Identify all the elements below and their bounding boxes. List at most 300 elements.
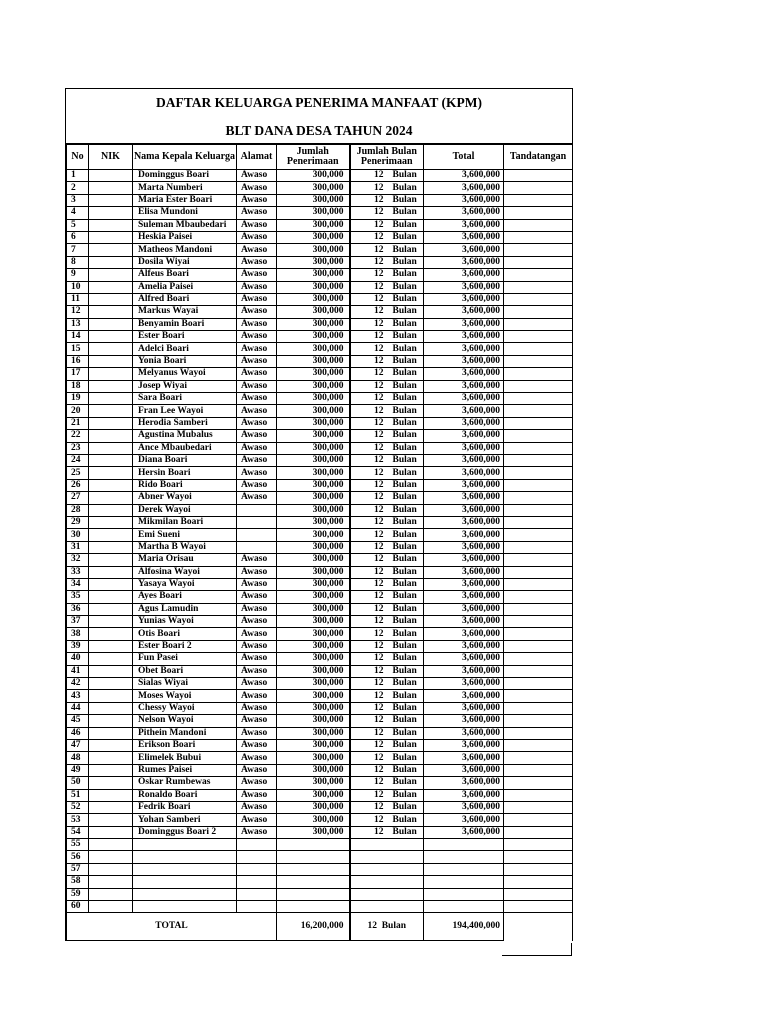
row-no: 35 bbox=[67, 591, 89, 603]
row-no: 37 bbox=[67, 616, 89, 628]
row-satuan bbox=[387, 876, 424, 888]
row-no: 15 bbox=[67, 343, 89, 355]
table-row bbox=[67, 715, 573, 727]
row-no: 49 bbox=[67, 764, 89, 776]
row-no: 45 bbox=[67, 715, 89, 727]
col-header-nik: NIK bbox=[89, 145, 133, 170]
row-jumlah: 300,000 bbox=[277, 343, 350, 355]
row-tandatangan bbox=[504, 888, 573, 900]
row-jumlah: 300,000 bbox=[277, 516, 350, 528]
total-bulan-num: 12 bbox=[367, 921, 377, 932]
row-alamat: Awaso bbox=[237, 430, 277, 442]
row-alamat: Awaso bbox=[237, 170, 277, 182]
row-no: 38 bbox=[67, 628, 89, 640]
row-no: 22 bbox=[67, 430, 89, 442]
row-no: 33 bbox=[67, 566, 89, 578]
table-row bbox=[67, 863, 573, 875]
row-jumlah: 300,000 bbox=[277, 690, 350, 702]
table-row bbox=[67, 739, 573, 751]
row-satuan: Bulan bbox=[387, 603, 424, 615]
row-bulan: 12 bbox=[350, 715, 387, 727]
row-total: 3,600,000 bbox=[424, 591, 504, 603]
row-nama: Melyanus Wayoi bbox=[133, 368, 237, 380]
row-bulan: 12 bbox=[350, 219, 387, 231]
row-nik bbox=[89, 529, 133, 541]
row-jumlah: 300,000 bbox=[277, 467, 350, 479]
table-row bbox=[67, 516, 573, 528]
row-alamat: Awaso bbox=[237, 616, 277, 628]
row-nama: Moses Wayoi bbox=[133, 690, 237, 702]
row-satuan bbox=[387, 851, 424, 863]
row-jumlah: 300,000 bbox=[277, 306, 350, 318]
table-row bbox=[67, 231, 573, 243]
row-bulan: 12 bbox=[350, 504, 387, 516]
table-row bbox=[67, 281, 573, 293]
row-alamat: Awaso bbox=[237, 492, 277, 504]
row-no: 20 bbox=[67, 405, 89, 417]
row-nik bbox=[89, 653, 133, 665]
row-nik bbox=[89, 318, 133, 330]
row-bulan: 12 bbox=[350, 640, 387, 652]
row-satuan: Bulan bbox=[387, 541, 424, 553]
row-alamat: Awaso bbox=[237, 454, 277, 466]
row-no: 28 bbox=[67, 504, 89, 516]
row-alamat bbox=[237, 839, 277, 851]
row-satuan: Bulan bbox=[387, 690, 424, 702]
row-nik bbox=[89, 405, 133, 417]
row-tandatangan bbox=[504, 690, 573, 702]
row-no: 4 bbox=[67, 207, 89, 219]
col-header-total: Total bbox=[424, 145, 504, 170]
table-row bbox=[67, 170, 573, 182]
row-nik bbox=[89, 368, 133, 380]
row-total: 3,600,000 bbox=[424, 430, 504, 442]
row-alamat bbox=[237, 529, 277, 541]
table-row bbox=[67, 690, 573, 702]
table-row bbox=[67, 851, 573, 863]
row-no: 47 bbox=[67, 739, 89, 751]
row-jumlah: 300,000 bbox=[277, 318, 350, 330]
row-tandatangan bbox=[504, 219, 573, 231]
row-jumlah: 300,000 bbox=[277, 715, 350, 727]
table-row bbox=[67, 764, 573, 776]
row-jumlah: 300,000 bbox=[277, 479, 350, 491]
row-no: 43 bbox=[67, 690, 89, 702]
row-no: 56 bbox=[67, 851, 89, 863]
row-nik bbox=[89, 764, 133, 776]
row-jumlah: 300,000 bbox=[277, 393, 350, 405]
table-row bbox=[67, 393, 573, 405]
row-bulan: 12 bbox=[350, 678, 387, 690]
row-jumlah: 300,000 bbox=[277, 219, 350, 231]
row-nama: Nelson Wayoi bbox=[133, 715, 237, 727]
row-jumlah: 300,000 bbox=[277, 777, 350, 789]
row-alamat: Awaso bbox=[237, 764, 277, 776]
row-satuan: Bulan bbox=[387, 702, 424, 714]
row-total: 3,600,000 bbox=[424, 231, 504, 243]
row-total: 3,600,000 bbox=[424, 318, 504, 330]
row-satuan: Bulan bbox=[387, 591, 424, 603]
row-jumlah bbox=[277, 863, 350, 875]
row-nik bbox=[89, 752, 133, 764]
row-jumlah: 300,000 bbox=[277, 616, 350, 628]
row-bulan: 12 bbox=[350, 417, 387, 429]
row-nik bbox=[89, 269, 133, 281]
row-total: 3,600,000 bbox=[424, 331, 504, 343]
row-jumlah: 300,000 bbox=[277, 454, 350, 466]
row-bulan: 12 bbox=[350, 380, 387, 392]
row-satuan: Bulan bbox=[387, 281, 424, 293]
document-title: DAFTAR KELUARGA PENERIMA MANFAAT (KPM) bbox=[156, 95, 482, 110]
total-jumlah: 16,200,000 bbox=[277, 913, 350, 941]
row-nama: Erikson Boari bbox=[133, 739, 237, 751]
row-satuan: Bulan bbox=[387, 269, 424, 281]
row-nama: Ronaldo Boari bbox=[133, 789, 237, 801]
row-total: 3,600,000 bbox=[424, 467, 504, 479]
row-jumlah bbox=[277, 888, 350, 900]
row-nik bbox=[89, 777, 133, 789]
total-bulan bbox=[350, 913, 424, 941]
row-jumlah: 300,000 bbox=[277, 678, 350, 690]
row-nik bbox=[89, 393, 133, 405]
row-no: 24 bbox=[67, 454, 89, 466]
row-total: 3,600,000 bbox=[424, 826, 504, 838]
row-tandatangan bbox=[504, 306, 573, 318]
row-satuan: Bulan bbox=[387, 578, 424, 590]
table-row bbox=[67, 801, 573, 813]
row-nik bbox=[89, 256, 133, 268]
row-alamat: Awaso bbox=[237, 331, 277, 343]
row-jumlah: 300,000 bbox=[277, 814, 350, 826]
row-tandatangan bbox=[504, 256, 573, 268]
row-alamat bbox=[237, 504, 277, 516]
row-no: 57 bbox=[67, 863, 89, 875]
row-no: 17 bbox=[67, 368, 89, 380]
table-row bbox=[67, 492, 573, 504]
row-nik bbox=[89, 219, 133, 231]
row-jumlah: 300,000 bbox=[277, 591, 350, 603]
row-no: 23 bbox=[67, 442, 89, 454]
row-no: 51 bbox=[67, 789, 89, 801]
row-nik bbox=[89, 417, 133, 429]
row-alamat: Awaso bbox=[237, 665, 277, 677]
row-bulan: 12 bbox=[350, 293, 387, 305]
row-no: 27 bbox=[67, 492, 89, 504]
row-no: 52 bbox=[67, 801, 89, 813]
row-satuan: Bulan bbox=[387, 256, 424, 268]
row-alamat: Awaso bbox=[237, 826, 277, 838]
row-no: 48 bbox=[67, 752, 89, 764]
row-bulan: 12 bbox=[350, 306, 387, 318]
row-total: 3,600,000 bbox=[424, 343, 504, 355]
row-bulan: 12 bbox=[350, 269, 387, 281]
row-alamat: Awaso bbox=[237, 777, 277, 789]
row-total: 3,600,000 bbox=[424, 405, 504, 417]
row-total: 3,600,000 bbox=[424, 368, 504, 380]
row-tandatangan bbox=[504, 281, 573, 293]
row-alamat: Awaso bbox=[237, 801, 277, 813]
row-total bbox=[424, 839, 504, 851]
row-alamat: Awaso bbox=[237, 752, 277, 764]
row-satuan: Bulan bbox=[387, 442, 424, 454]
row-bulan: 12 bbox=[350, 207, 387, 219]
row-total: 3,600,000 bbox=[424, 194, 504, 206]
row-alamat: Awaso bbox=[237, 591, 277, 603]
row-jumlah: 300,000 bbox=[277, 194, 350, 206]
row-no: 3 bbox=[67, 194, 89, 206]
row-satuan bbox=[387, 901, 424, 913]
row-bulan: 12 bbox=[350, 405, 387, 417]
row-nama: Sialas Wiyai bbox=[133, 678, 237, 690]
row-jumlah: 300,000 bbox=[277, 640, 350, 652]
signature-trailing-cell bbox=[502, 943, 572, 956]
row-tandatangan bbox=[504, 541, 573, 553]
row-bulan: 12 bbox=[350, 690, 387, 702]
row-nama: Yasaya Wayoi bbox=[133, 578, 237, 590]
table-row bbox=[67, 578, 573, 590]
row-jumlah bbox=[277, 876, 350, 888]
row-tandatangan bbox=[504, 492, 573, 504]
row-jumlah: 300,000 bbox=[277, 752, 350, 764]
row-nama: Benyamin Boari bbox=[133, 318, 237, 330]
row-total: 3,600,000 bbox=[424, 814, 504, 826]
table-row bbox=[67, 901, 573, 913]
row-alamat bbox=[237, 901, 277, 913]
row-satuan: Bulan bbox=[387, 640, 424, 652]
row-satuan: Bulan bbox=[387, 293, 424, 305]
row-bulan bbox=[350, 901, 387, 913]
row-bulan: 12 bbox=[350, 616, 387, 628]
row-alamat: Awaso bbox=[237, 417, 277, 429]
row-nama: Otis Boari bbox=[133, 628, 237, 640]
row-nama: Obet Boari bbox=[133, 665, 237, 677]
row-no: 41 bbox=[67, 665, 89, 677]
row-bulan: 12 bbox=[350, 739, 387, 751]
row-nik bbox=[89, 591, 133, 603]
row-tandatangan bbox=[504, 901, 573, 913]
row-alamat: Awaso bbox=[237, 393, 277, 405]
row-satuan: Bulan bbox=[387, 430, 424, 442]
row-bulan: 12 bbox=[350, 393, 387, 405]
row-alamat: Awaso bbox=[237, 739, 277, 751]
row-tandatangan bbox=[504, 170, 573, 182]
row-bulan: 12 bbox=[350, 194, 387, 206]
row-no: 46 bbox=[67, 727, 89, 739]
row-jumlah: 300,000 bbox=[277, 430, 350, 442]
row-satuan: Bulan bbox=[387, 715, 424, 727]
row-tandatangan bbox=[504, 430, 573, 442]
row-satuan: Bulan bbox=[387, 678, 424, 690]
row-tandatangan bbox=[504, 318, 573, 330]
row-alamat: Awaso bbox=[237, 182, 277, 194]
row-total bbox=[424, 901, 504, 913]
row-nama: Dosila Wiyai bbox=[133, 256, 237, 268]
row-bulan: 12 bbox=[350, 665, 387, 677]
row-jumlah: 300,000 bbox=[277, 504, 350, 516]
row-jumlah: 300,000 bbox=[277, 727, 350, 739]
row-alamat: Awaso bbox=[237, 405, 277, 417]
row-tandatangan bbox=[504, 516, 573, 528]
row-bulan: 12 bbox=[350, 801, 387, 813]
row-no: 13 bbox=[67, 318, 89, 330]
row-satuan: Bulan bbox=[387, 628, 424, 640]
row-alamat: Awaso bbox=[237, 727, 277, 739]
row-bulan: 12 bbox=[350, 454, 387, 466]
total-amount: 194,400,000 bbox=[424, 913, 504, 941]
row-bulan: 12 bbox=[350, 182, 387, 194]
row-jumlah: 300,000 bbox=[277, 269, 350, 281]
table-row bbox=[67, 430, 573, 442]
row-bulan: 12 bbox=[350, 727, 387, 739]
row-nik bbox=[89, 727, 133, 739]
row-nik bbox=[89, 566, 133, 578]
row-nama: Yonia Boari bbox=[133, 355, 237, 367]
row-bulan: 12 bbox=[350, 541, 387, 553]
row-nik bbox=[89, 516, 133, 528]
row-total: 3,600,000 bbox=[424, 219, 504, 231]
row-nama: Fun Pasei bbox=[133, 653, 237, 665]
row-no: 53 bbox=[67, 814, 89, 826]
row-jumlah: 300,000 bbox=[277, 231, 350, 243]
row-nama: Yunias Wayoi bbox=[133, 616, 237, 628]
row-nama: Mikmilan Boari bbox=[133, 516, 237, 528]
row-nama: Fedrik Boari bbox=[133, 801, 237, 813]
row-no: 8 bbox=[67, 256, 89, 268]
table-row bbox=[67, 355, 573, 367]
row-bulan bbox=[350, 839, 387, 851]
row-bulan: 12 bbox=[350, 752, 387, 764]
row-alamat: Awaso bbox=[237, 479, 277, 491]
row-tandatangan bbox=[504, 467, 573, 479]
row-satuan: Bulan bbox=[387, 479, 424, 491]
row-bulan: 12 bbox=[350, 430, 387, 442]
table-row bbox=[67, 269, 573, 281]
table-row bbox=[67, 318, 573, 330]
row-satuan: Bulan bbox=[387, 380, 424, 392]
row-satuan: Bulan bbox=[387, 207, 424, 219]
row-nik bbox=[89, 454, 133, 466]
row-alamat: Awaso bbox=[237, 343, 277, 355]
row-satuan: Bulan bbox=[387, 814, 424, 826]
row-nama: Pithein Mandoni bbox=[133, 727, 237, 739]
row-bulan: 12 bbox=[350, 442, 387, 454]
row-no: 55 bbox=[67, 839, 89, 851]
row-bulan: 12 bbox=[350, 467, 387, 479]
row-alamat: Awaso bbox=[237, 467, 277, 479]
row-tandatangan bbox=[504, 826, 573, 838]
row-jumlah: 300,000 bbox=[277, 492, 350, 504]
row-total: 3,600,000 bbox=[424, 454, 504, 466]
row-total: 3,600,000 bbox=[424, 690, 504, 702]
row-bulan bbox=[350, 851, 387, 863]
row-satuan: Bulan bbox=[387, 554, 424, 566]
row-total: 3,600,000 bbox=[424, 739, 504, 751]
row-nik bbox=[89, 876, 133, 888]
row-jumlah: 300,000 bbox=[277, 170, 350, 182]
row-nik bbox=[89, 194, 133, 206]
row-tandatangan bbox=[504, 231, 573, 243]
row-satuan: Bulan bbox=[387, 454, 424, 466]
row-total: 3,600,000 bbox=[424, 256, 504, 268]
row-bulan: 12 bbox=[350, 492, 387, 504]
row-alamat: Awaso bbox=[237, 554, 277, 566]
row-bulan: 12 bbox=[350, 170, 387, 182]
row-alamat: Awaso bbox=[237, 318, 277, 330]
table-row bbox=[67, 876, 573, 888]
row-alamat: Awaso bbox=[237, 281, 277, 293]
row-no: 18 bbox=[67, 380, 89, 392]
row-jumlah: 300,000 bbox=[277, 244, 350, 256]
table-row bbox=[67, 380, 573, 392]
row-total bbox=[424, 876, 504, 888]
row-bulan: 12 bbox=[350, 702, 387, 714]
table-row bbox=[67, 541, 573, 553]
row-nama bbox=[133, 839, 237, 851]
row-no: 11 bbox=[67, 293, 89, 305]
row-jumlah: 300,000 bbox=[277, 355, 350, 367]
row-tandatangan bbox=[504, 777, 573, 789]
row-tandatangan bbox=[504, 665, 573, 677]
row-nama bbox=[133, 851, 237, 863]
row-bulan: 12 bbox=[350, 244, 387, 256]
row-nik bbox=[89, 839, 133, 851]
table-row bbox=[67, 826, 573, 838]
header-row bbox=[67, 145, 573, 170]
row-total: 3,600,000 bbox=[424, 170, 504, 182]
row-nama: Alfred Boari bbox=[133, 293, 237, 305]
row-no: 6 bbox=[67, 231, 89, 243]
kpm-sheet bbox=[65, 88, 573, 941]
row-nik bbox=[89, 678, 133, 690]
row-satuan: Bulan bbox=[387, 516, 424, 528]
row-total: 3,600,000 bbox=[424, 678, 504, 690]
row-tandatangan bbox=[504, 801, 573, 813]
table-row bbox=[67, 194, 573, 206]
row-tandatangan bbox=[504, 789, 573, 801]
row-tandatangan bbox=[504, 504, 573, 516]
row-satuan: Bulan bbox=[387, 566, 424, 578]
table-row bbox=[67, 219, 573, 231]
row-alamat bbox=[237, 888, 277, 900]
row-tandatangan bbox=[504, 331, 573, 343]
table-row bbox=[67, 207, 573, 219]
row-bulan: 12 bbox=[350, 578, 387, 590]
row-total: 3,600,000 bbox=[424, 306, 504, 318]
row-satuan: Bulan bbox=[387, 355, 424, 367]
row-alamat: Awaso bbox=[237, 207, 277, 219]
row-satuan: Bulan bbox=[387, 653, 424, 665]
row-total: 3,600,000 bbox=[424, 529, 504, 541]
col-header-jumlah-penerimaan-text: Jumlah Penerimaan bbox=[286, 146, 339, 167]
row-no: 5 bbox=[67, 219, 89, 231]
row-nama: Dominggus Boari 2 bbox=[133, 826, 237, 838]
row-nama: Rido Boari bbox=[133, 479, 237, 491]
row-satuan: Bulan bbox=[387, 343, 424, 355]
row-total: 3,600,000 bbox=[424, 578, 504, 590]
row-nik bbox=[89, 826, 133, 838]
row-satuan: Bulan bbox=[387, 504, 424, 516]
row-bulan: 12 bbox=[350, 603, 387, 615]
row-alamat: Awaso bbox=[237, 442, 277, 454]
row-nik bbox=[89, 244, 133, 256]
row-nama: Ester Boari 2 bbox=[133, 640, 237, 652]
row-total: 3,600,000 bbox=[424, 541, 504, 553]
row-no: 36 bbox=[67, 603, 89, 615]
row-tandatangan bbox=[504, 343, 573, 355]
row-bulan: 12 bbox=[350, 529, 387, 541]
row-tandatangan bbox=[504, 715, 573, 727]
row-no: 30 bbox=[67, 529, 89, 541]
